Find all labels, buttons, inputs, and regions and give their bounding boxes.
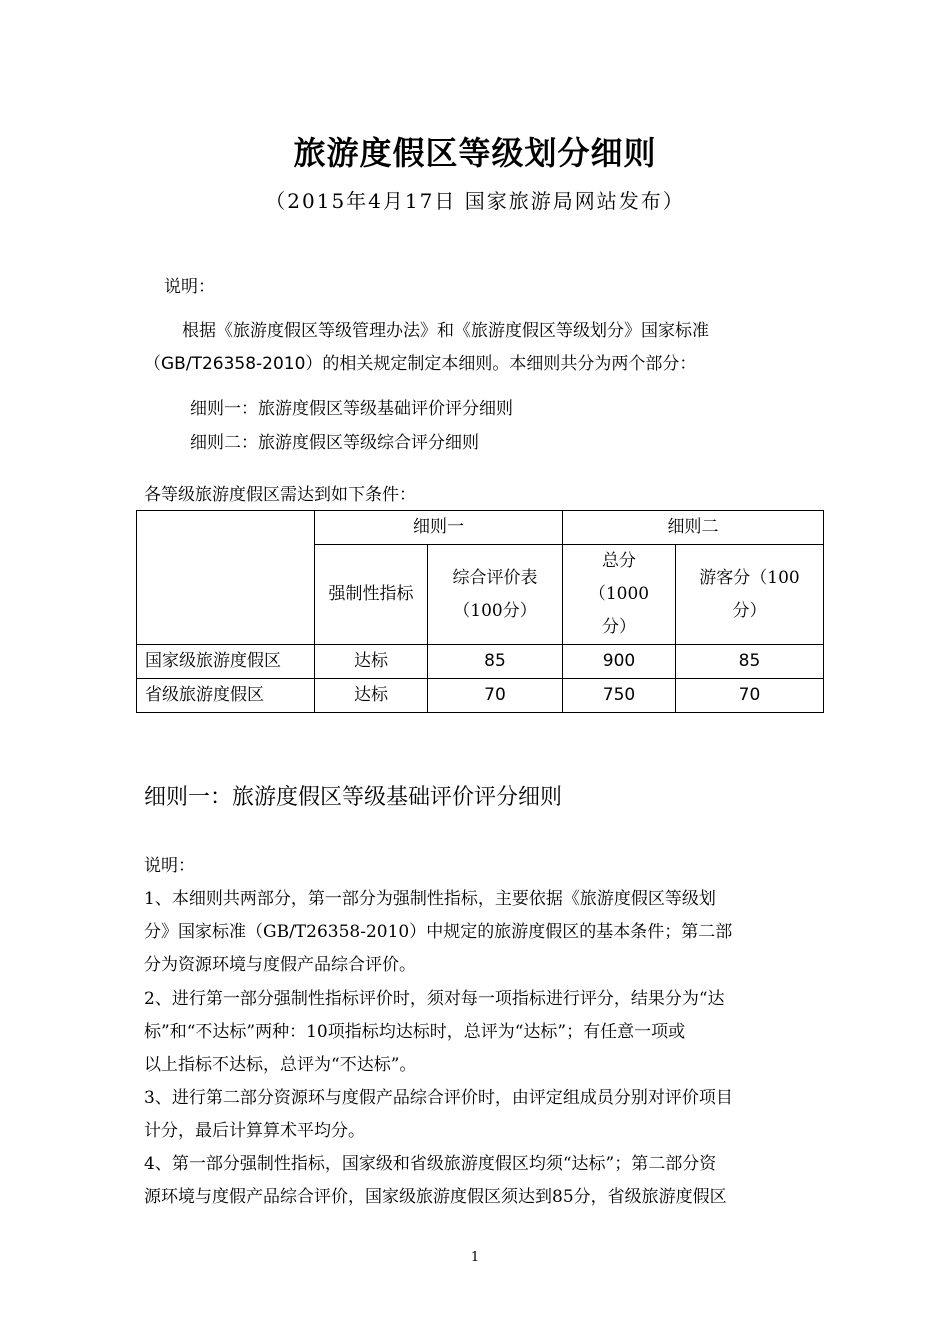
col-header-comprehensive <box>428 545 563 645</box>
table-row <box>137 679 824 713</box>
col-header-total-line-3: 分） <box>602 617 636 637</box>
section-1-line: 4、第一部分强制性指标，国家级和省级旅游度假区均须“达标”；第二部分资 <box>144 1154 717 1174</box>
intro-paragraph-line-1: 根据《旅游度假区等级管理办法》和《旅游度假区等级划分》国家标准 <box>182 321 709 341</box>
col-header-total-line-2: （1000 <box>588 584 650 604</box>
grade-conditions-table <box>136 510 824 713</box>
section-1-line: 分为资源环境与度假产品综合评价。 <box>144 955 416 975</box>
col-header-visitor-line-1: 游客分（100 <box>699 567 800 588</box>
row-mandatory-cell: 达标 <box>315 645 428 679</box>
table-corner-cell <box>137 511 315 645</box>
intro-item-2: 细则二：旅游度假区等级综合评分细则 <box>190 433 479 453</box>
col-header-total <box>563 545 676 645</box>
table-group-2-header: 细则二 <box>563 511 824 545</box>
row-total-cell: 750 <box>563 679 676 713</box>
row-mandatory-cell: 达标 <box>315 679 428 713</box>
conditions-label: 各等级旅游度假区需达到如下条件： <box>144 485 416 505</box>
section-1-line: 2、进行第一部分强制性指标评价时，须对每一项指标进行评分，结果分为“达 <box>144 989 725 1009</box>
col-header-comprehensive-line-1: 综合评价表 <box>452 567 538 588</box>
row-name-cell: 国家级旅游度假区 <box>137 645 315 679</box>
section-1-line: 标”和“不达标”两种：10项指标均达标时，总评为“达标”；有任意一项或 <box>144 1022 686 1042</box>
col-header-visitor-line-2: 分） <box>732 600 767 621</box>
row-name-cell: 省级旅游度假区 <box>137 679 315 713</box>
table-group-1-header: 细则一 <box>315 511 563 545</box>
section-1-heading: 细则一：旅游度假区等级基础评价评分细则 <box>144 785 563 810</box>
row-comprehensive-cell: 85 <box>428 645 563 679</box>
col-header-comprehensive-line-2: （100分） <box>453 600 537 621</box>
table-row <box>137 645 824 679</box>
intro-paragraph-line-2: （GB/T26358-2010）的相关规定制定本细则。本细则共分为两个部分： <box>144 354 697 374</box>
section-1-line: 3、进行第二部分资源环与度假产品综合评价时，由评定组成员分别对评价项目 <box>144 1088 733 1108</box>
col-header-total-line-1: 总分 <box>602 551 636 571</box>
row-visitor-cell: 70 <box>676 679 824 713</box>
intro-item-1: 细则一：旅游度假区等级基础评价评分细则 <box>190 399 513 419</box>
section-1-label: 说明： <box>144 856 195 876</box>
section-1-line: 以上指标不达标，总评为“不达标”。 <box>144 1055 417 1075</box>
document-subtitle: （2015年4月17日 国家旅游局网站发布） <box>265 189 685 213</box>
col-header-visitor <box>676 545 824 645</box>
section-1-line: 源环境与度假产品综合评价，国家级旅游度假区须达到85分，省级旅游度假区 <box>144 1187 727 1207</box>
section-1-line: 分》国家标准（GB/T26358-2010）中规定的旅游度假区的基本条件；第二部 <box>144 922 733 942</box>
row-visitor-cell: 85 <box>676 645 824 679</box>
row-total-cell: 900 <box>563 645 676 679</box>
intro-label: 说明： <box>164 277 215 297</box>
page-number: 1 <box>470 1250 480 1265</box>
row-comprehensive-cell: 70 <box>428 679 563 713</box>
table-header-row-groups <box>137 511 824 545</box>
document-title: 旅游度假区等级划分细则 <box>293 134 657 172</box>
section-1-line: 计分，最后计算算术平均分。 <box>144 1121 365 1141</box>
section-1-line: 1、本细则共两部分，第一部分为强制性指标，主要依据《旅游度假区等级划 <box>144 889 716 909</box>
col-header-mandatory: 强制性指标 <box>315 545 428 645</box>
